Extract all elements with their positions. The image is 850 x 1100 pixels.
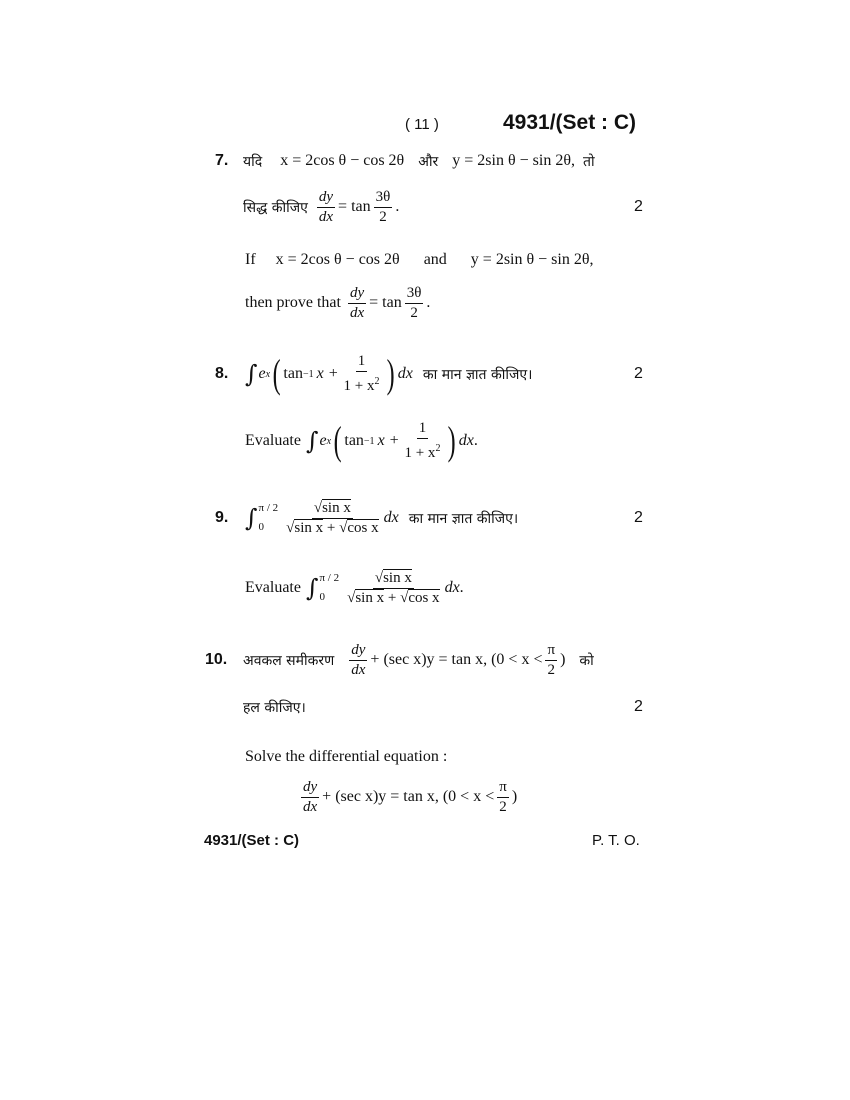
- fraction: $\frac{3\theta}{2}$: [406, 284, 422, 321]
- derivative-fraction: $\frac{dy}{dx}$: [318, 188, 334, 225]
- hindi-text: को: [579, 652, 594, 669]
- differential-equation: अवकल समीकरण $\frac{dy}{dx}$ + (sec x)y = tan x, (0 < x < $\frac{\pi}{2}$ ) को: [243, 641, 594, 678]
- y-equation: y = 2sin θ − sin 2θ,: [470, 251, 594, 268]
- marks: 2: [634, 365, 643, 382]
- please-turn-over: P. T. O.: [592, 831, 640, 849]
- hindi-text: का मान ज्ञात कीजिए।: [408, 510, 519, 527]
- english-text: Solve the differential equation :: [245, 748, 448, 765]
- x-equation: x = 2cos θ − cos 2θ: [275, 251, 400, 268]
- period: .: [426, 294, 431, 311]
- english-text: If: [245, 251, 256, 268]
- y-equation: y = 2sin θ − sin 2θ,: [452, 152, 575, 169]
- english-text: and: [423, 251, 447, 268]
- integral-expression: ∫ e x ( tan −1 x + $\frac{1}{1 + x^2}$ ) dx का मान ज्ञात कीजिए।: [245, 351, 533, 396]
- period: .: [395, 198, 400, 215]
- hindi-text: तो: [583, 153, 595, 170]
- hindi-text: और: [418, 153, 439, 170]
- tan-text: = tan: [338, 198, 371, 215]
- hindi-text: का मान ज्ञात कीजिए।: [422, 366, 533, 383]
- hindi-text: यदि: [243, 153, 263, 170]
- definite-integral: ∫ π / 2 0 $\frac{\text{√sin x}}{\text{√sin x + √cos x}}$ dx का मान ज्ञात कीजिए।: [245, 499, 519, 536]
- hindi-text: सिद्ध कीजिए: [243, 199, 308, 216]
- question-number: 9.: [215, 509, 229, 526]
- hindi-text: अवकल समीकरण: [243, 652, 335, 669]
- fraction: $\frac{3\theta}{2}$: [375, 188, 391, 225]
- question-number: 10.: [205, 651, 228, 668]
- question-number: 8.: [215, 365, 229, 382]
- question-number: 7.: [215, 152, 229, 169]
- marks: 2: [634, 698, 643, 715]
- differential-equation: $\frac{dy}{dx}$ + (sec x)y = tan x, (0 < x < $\frac{\pi}{2}$ ): [303, 778, 518, 815]
- marks: 2: [634, 509, 643, 526]
- page-number: ( 11 ): [405, 115, 439, 133]
- x-equation: x = 2cos θ − cos 2θ: [280, 152, 405, 169]
- marks: 2: [634, 198, 643, 215]
- hindi-text: हल कीजिए।: [243, 699, 306, 716]
- definite-integral: Evaluate ∫ π / 2 0 $\frac{\text{√sin x}}{\text{√sin x + √cos x}}$ dx .: [245, 569, 464, 606]
- tan-text: = tan: [369, 294, 402, 311]
- derivative-fraction: $\frac{dy}{dx}$: [349, 284, 365, 321]
- paper-code-footer: 4931/(Set : C): [204, 831, 300, 849]
- english-text: then prove that: [245, 294, 341, 311]
- paper-code-header: 4931/(Set : C): [503, 111, 637, 134]
- integral-expression: Evaluate ∫ e x ( tan −1 x + $\frac{1}{1 + x^2}$ ) dx .: [245, 418, 478, 463]
